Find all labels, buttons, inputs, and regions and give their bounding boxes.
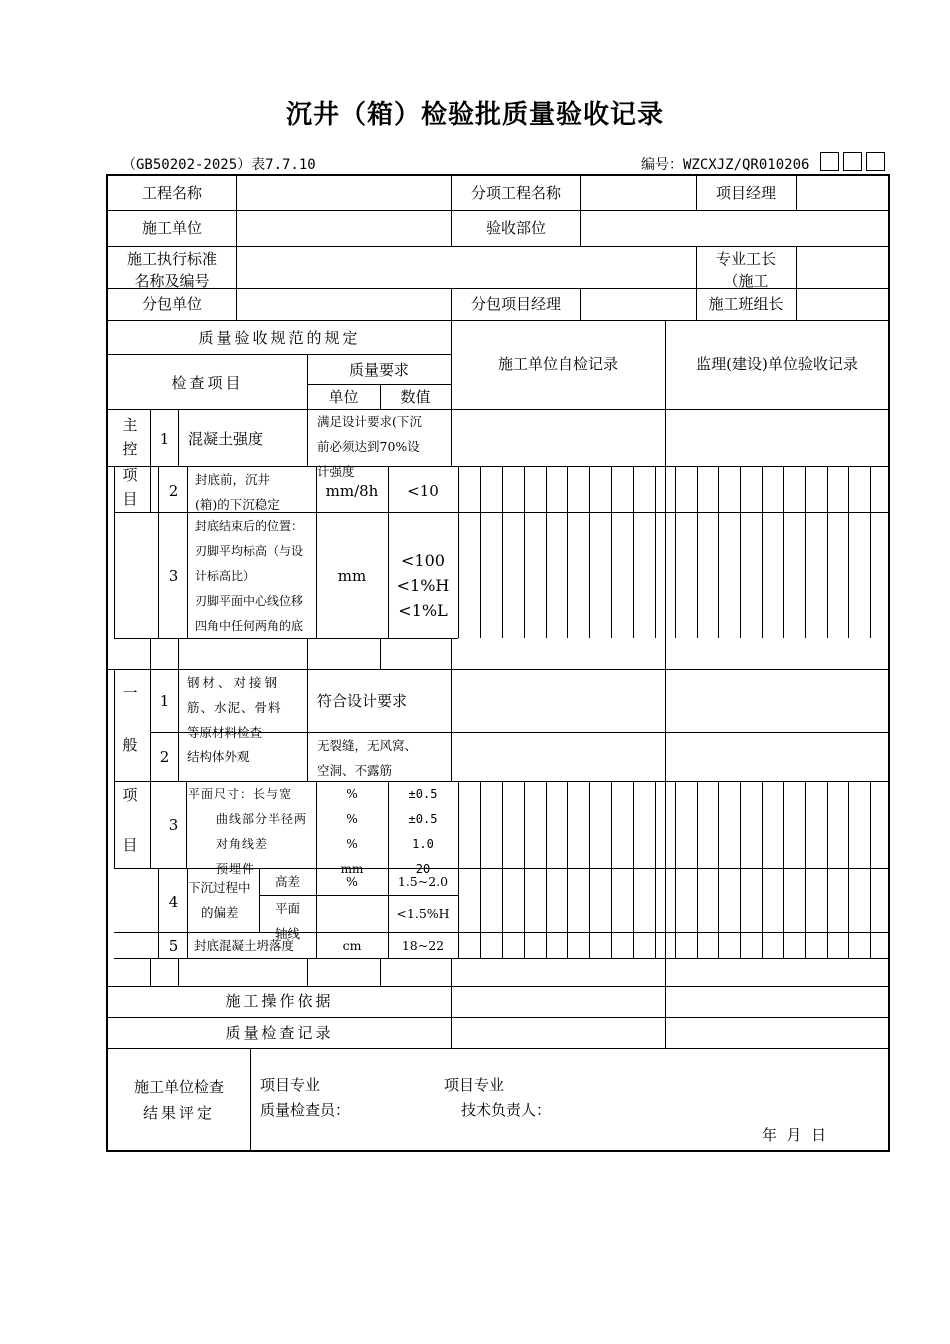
- rule-line: [665, 638, 666, 669]
- tick-column-line: [480, 781, 481, 958]
- main-item-3-value-3: <1%L: [398, 601, 448, 620]
- main-item-3-unit: mm: [337, 567, 367, 585]
- general-item-1-no: 1: [159, 692, 170, 710]
- tick-column-line: [611, 466, 612, 638]
- tick-column-line: [827, 781, 828, 958]
- tick-column-line: [524, 466, 525, 638]
- footer-tech-2: 技术负责人：: [461, 1101, 552, 1119]
- main-item-1-req: [313, 409, 450, 479]
- main-label-3: 项: [122, 466, 138, 484]
- page-title: 沉井（箱）检验批质量验收记录: [285, 100, 664, 130]
- rule-line: [451, 669, 452, 781]
- main-item-3-line-4: 刃脚平面中心线位移: [195, 594, 304, 608]
- general-item-5-unit: cm: [342, 938, 362, 953]
- tick-column-line: [546, 781, 547, 958]
- main-item-3-value-1: <100: [401, 551, 445, 570]
- general-item-4-sub-2-2: 轴线: [274, 926, 300, 941]
- rule-line: [580, 174, 581, 210]
- general-item-5-name: 封底混凝土坍落度: [194, 938, 295, 953]
- general-item-2-req-box: [313, 733, 450, 780]
- tick-column-line: [665, 781, 666, 958]
- tick-column-line: [589, 781, 590, 958]
- tick-column-line: [502, 781, 503, 958]
- tick-column-line: [740, 781, 741, 958]
- label-standard-1: 施工执行标准: [126, 250, 217, 268]
- main-label-1: 主: [122, 416, 138, 434]
- rule-line: [250, 1048, 251, 1152]
- rule-line: [307, 384, 451, 385]
- label-foreman-2: （施工: [723, 272, 769, 290]
- main-item-2-no: 2: [168, 482, 179, 500]
- general-item-3-no: 3: [168, 816, 179, 834]
- tick-column-line: [655, 781, 656, 958]
- rule-line: [665, 958, 666, 986]
- rule-line: [380, 638, 381, 669]
- tick-column-line: [740, 466, 741, 638]
- general-item-4-sub-1: 高差: [274, 874, 300, 889]
- general-item-2-req-2: 空洞、不露筋: [317, 763, 393, 778]
- tick-column-line: [718, 781, 719, 958]
- main-label-4: 目: [122, 490, 138, 508]
- tick-column-line: [633, 466, 634, 638]
- general-item-4-no: 4: [168, 893, 179, 911]
- general-item-3-line-1: 平面尺寸：长与宽: [188, 787, 293, 801]
- general-item-4-name-box: [187, 870, 259, 932]
- tick-column-line: [567, 466, 568, 638]
- rule-line: [106, 1048, 890, 1049]
- general-item-4-name-2: 的偏差: [201, 905, 239, 920]
- rule-line: [307, 409, 308, 466]
- standard-reference: （GB50202-2025）表7.7.10: [122, 157, 316, 173]
- general-item-3-name-box: [186, 782, 316, 876]
- rule-line: [150, 638, 151, 669]
- main-item-3-value-2: <1%H: [396, 576, 450, 595]
- code-box[interactable]: [843, 152, 862, 171]
- code-digit-boxes: [820, 152, 885, 171]
- general-item-1-name-3: 等原材料检查: [187, 725, 263, 740]
- general-item-1-req: 符合设计要求: [317, 692, 408, 710]
- rule-line: [665, 669, 666, 781]
- rule-line: [451, 409, 452, 466]
- tick-column-line: [762, 466, 763, 638]
- general-item-4-sub-2-1: 平面: [274, 901, 300, 916]
- head-unit: 单位: [328, 388, 359, 406]
- general-item-3-unit-3: %: [346, 837, 358, 851]
- rule-line: [106, 174, 890, 176]
- main-item-1-no: 1: [159, 430, 170, 448]
- rule-line: [158, 466, 159, 638]
- rule-line: [236, 174, 237, 320]
- footer-result-2: 结果评定: [142, 1104, 215, 1122]
- main-item-2-name-2: (箱)的下沉稳定: [195, 497, 280, 512]
- label-construction-unit: 施工单位: [141, 219, 202, 237]
- general-item-4-unit-1: %: [346, 874, 358, 889]
- rule-line: [106, 320, 890, 321]
- general-item-3-units: [316, 782, 388, 876]
- rule-line: [451, 638, 452, 669]
- main-item-3-line-5: 四角中任何两角的底: [195, 619, 304, 633]
- label-sub-project-name: 分项工程名称: [470, 184, 561, 202]
- tick-column-line: [783, 466, 784, 638]
- general-item-3-value-1: ±0.5: [408, 787, 438, 801]
- rule-line: [380, 958, 381, 986]
- rule-line: [178, 958, 179, 986]
- rule-line: [796, 246, 797, 320]
- tick-column-line: [848, 466, 849, 638]
- general-label-3: 项: [122, 786, 138, 804]
- main-item-1-name: 混凝土强度: [188, 430, 264, 448]
- rule-line: [307, 669, 308, 781]
- rule-line: [150, 781, 151, 868]
- general-item-1-name-2: 筋、水泥、骨料: [187, 700, 282, 715]
- tick-column-line: [805, 466, 806, 638]
- general-item-2-req-1: 无裂缝，无风窝、: [317, 738, 418, 753]
- main-item-3-no: 3: [168, 567, 179, 585]
- main-item-2-name-box: [190, 467, 316, 512]
- rule-line: [178, 638, 179, 669]
- tick-column-line: [480, 466, 481, 638]
- rule-line: [796, 174, 797, 210]
- tick-column-line: [524, 781, 525, 958]
- tick-column-line: [870, 466, 871, 638]
- footer-tech-1: 项目专业: [444, 1076, 505, 1094]
- rule-line: [106, 354, 451, 355]
- main-item-3-line-1: 封底结束后的位置：: [195, 519, 304, 533]
- tick-column-line: [567, 781, 568, 958]
- tick-column-line: [675, 781, 676, 958]
- head-self-check: 施工单位自检记录: [497, 355, 618, 373]
- general-item-2-no: 2: [159, 748, 170, 766]
- tick-column-line: [783, 781, 784, 958]
- head-spec: 质量验收规范的规定: [198, 329, 361, 347]
- rule-line: [106, 246, 890, 247]
- general-item-3-value-4: 20: [415, 862, 431, 876]
- tick-column-line: [611, 781, 612, 958]
- tick-column-line: [655, 466, 656, 638]
- label-foreman-box: [697, 248, 795, 290]
- general-item-4-value-2: <1.5%H: [396, 906, 450, 921]
- general-item-3-values: [388, 782, 458, 876]
- general-item-5-value: 18~22: [401, 938, 445, 953]
- label-standard-2: 名称及编号: [134, 272, 210, 290]
- main-item-1-req-3: 计强度: [317, 464, 355, 479]
- label-team-leader: 施工班组长: [708, 295, 784, 313]
- head-items: 检查项目: [171, 374, 244, 392]
- head-requirement: 质量要求: [348, 361, 409, 379]
- rule-line: [114, 958, 890, 959]
- rule-line: [106, 409, 890, 410]
- tick-column-line: [827, 466, 828, 638]
- rule-line: [150, 958, 151, 986]
- label-project-name: 工程名称: [141, 184, 202, 202]
- label-standard-box: [108, 248, 236, 290]
- head-value: 数值: [400, 388, 431, 406]
- rule-line: [106, 210, 890, 211]
- rule-line: [178, 409, 179, 466]
- general-item-3-unit-1: %: [346, 787, 358, 801]
- rule-line: [187, 466, 188, 638]
- main-label-2: 控: [122, 440, 138, 458]
- general-item-1-name-1: 钢材、对接钢: [187, 675, 281, 690]
- rule-line: [178, 669, 179, 781]
- general-item-3-line-2: 曲线部分半径两: [216, 812, 308, 826]
- main-item-2-name-1: 封底前，沉井: [195, 472, 271, 487]
- rule-line: [307, 638, 308, 669]
- tick-column-line: [675, 466, 676, 638]
- general-item-4-sub-2-box: [259, 896, 316, 941]
- tick-column-line: [697, 466, 698, 638]
- general-item-1-name-box: [184, 670, 306, 740]
- general-item-4-value-1: 1.5~2.0: [397, 874, 449, 889]
- label-subcontractor: 分包单位: [141, 295, 202, 313]
- rule-line: [106, 986, 890, 987]
- tick-column-line: [697, 781, 698, 958]
- main-item-3-name-box: [190, 514, 316, 638]
- main-item-2-unit: mm/8h: [325, 482, 379, 500]
- tick-column-line: [762, 781, 763, 958]
- general-item-3-unit-2: %: [346, 812, 358, 826]
- rule-line: [665, 409, 666, 466]
- label-sub-pm: 分包项目经理: [470, 295, 561, 313]
- main-item-1-req-1: 满足设计要求(下沉: [317, 414, 422, 429]
- label-foreman-1: 专业工长: [715, 250, 776, 268]
- code-box[interactable]: [866, 152, 885, 171]
- tick-column-line: [502, 466, 503, 638]
- record-code: 编号：WZCXJZ/QR010206: [641, 157, 810, 173]
- tick-column-line: [718, 466, 719, 638]
- general-item-3-value-2: ±0.5: [408, 812, 438, 826]
- main-item-2-value: <10: [407, 482, 439, 500]
- general-item-3-value-3: 1.0: [412, 837, 434, 851]
- general-item-4-name-1: 下沉过程中: [188, 880, 251, 895]
- footer-qa-2: 质量检查员：: [260, 1101, 351, 1119]
- general-item-3-line-4: 预埋件: [216, 862, 256, 876]
- general-item-3-unit-4: mm: [340, 862, 364, 876]
- label-acceptance-part: 验收部位: [485, 219, 546, 237]
- general-item-5-no: 5: [168, 937, 179, 955]
- tick-column-line: [665, 466, 666, 638]
- footer-record: 质量检查记录: [225, 1024, 334, 1042]
- tick-column-line: [870, 781, 871, 958]
- footer-date: 年 月 日: [762, 1126, 827, 1144]
- footer-qa-1: 项目专业: [260, 1076, 321, 1094]
- general-label-1: 一: [122, 684, 138, 702]
- head-supervision: 监理(建设)单位验收记录: [696, 355, 858, 373]
- rule-line: [150, 409, 151, 512]
- tick-column-line: [546, 466, 547, 638]
- rule-line: [106, 1150, 890, 1152]
- main-item-3-line-3: 计标高比）: [195, 569, 256, 583]
- footer-result-1: 施工单位检查: [133, 1078, 224, 1096]
- code-box[interactable]: [820, 152, 839, 171]
- general-item-3-line-3: 对角线差: [216, 837, 269, 851]
- main-item-3-line-2: 刃脚平均标高（与设: [195, 544, 304, 558]
- general-label-4: 目: [122, 836, 138, 854]
- label-project-manager: 项目经理: [715, 184, 776, 202]
- rule-line: [458, 466, 459, 638]
- rule-line: [106, 1017, 890, 1018]
- rule-line: [580, 210, 581, 246]
- rule-line: [451, 958, 452, 986]
- footer-basis: 施工操作依据: [225, 992, 334, 1010]
- rule-line: [158, 868, 159, 958]
- tick-column-line: [805, 781, 806, 958]
- general-item-2-name: 结构体外观: [187, 749, 250, 764]
- tick-column-line: [633, 781, 634, 958]
- rule-line: [307, 958, 308, 986]
- main-item-1-req-2: 前必须达到70%设: [317, 439, 420, 454]
- tick-column-line: [848, 781, 849, 958]
- general-label-2: 般: [122, 736, 138, 754]
- tick-column-line: [589, 466, 590, 638]
- rule-line: [580, 288, 581, 320]
